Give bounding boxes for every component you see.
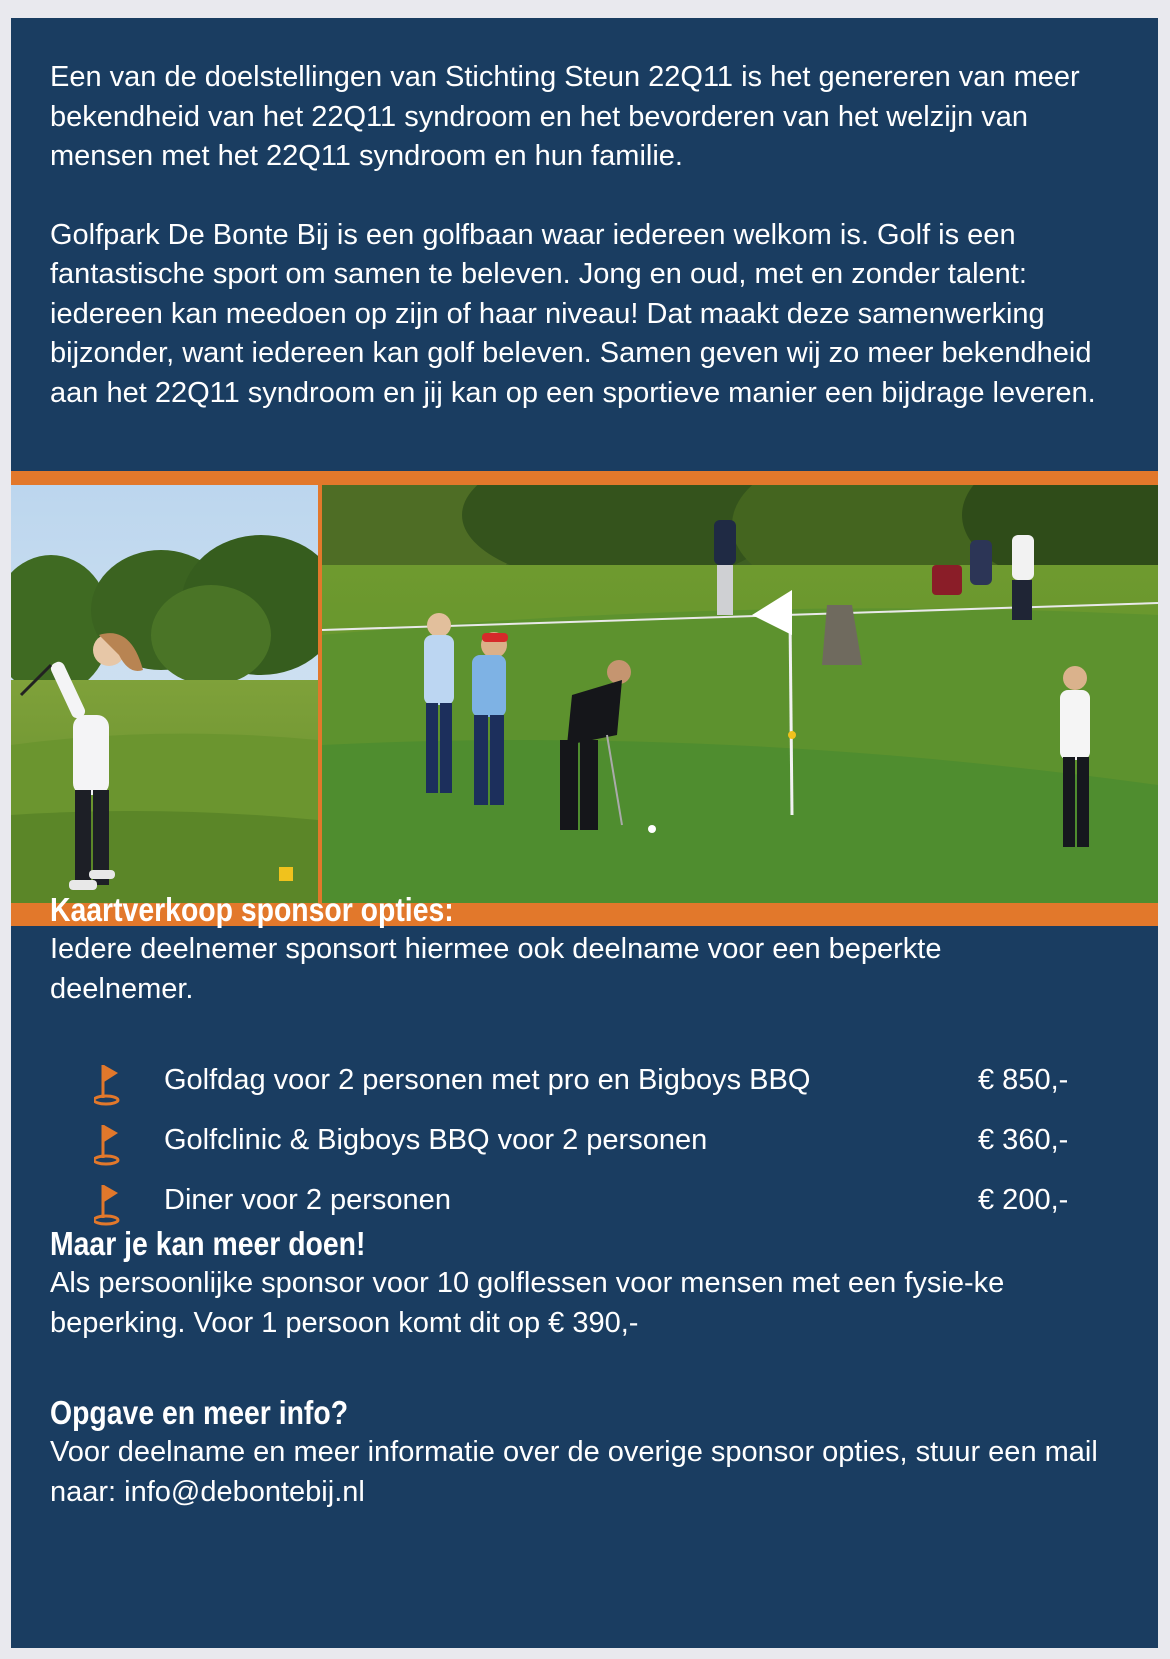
- flyer-card: [11, 18, 1158, 1648]
- intro-paragraph-2: Golfpark De Bonte Bij is een golfbaan waar iedereen welkom is. Golf is een fantastische sport om samen te beleven. Jong en oud, met en zonder talent: iedereen kan meedoen op zijn of haar niveau! Dat maakt deze samenwerking bijzonder, want iedereen kan golf beleven. Samen geven wij zo meer bekendheid aan het 22Q11 syndroom en jij kan op een sportieve manier een bijdrage leveren.: [50, 218, 1096, 409]
- golf-flag-icon: [94, 1182, 124, 1226]
- more-section: [50, 1224, 1130, 1343]
- photo-golfer-teeing-off: [11, 485, 318, 903]
- ticket-sales-heading: Kaartverkoop sponsor opties:: [50, 891, 454, 928]
- sponsor-option: [50, 1058, 1090, 1118]
- sponsor-option-label: Golfdag voor 2 personen met pro en Bigboys BBQ: [164, 1064, 811, 1096]
- signup-description: Voor deelname en meer informatie over de overige sponsor opties, stuur een mail naar: info@debontebij.nl: [50, 1436, 1098, 1508]
- more-heading: Maar je kan meer doen!: [50, 1225, 366, 1262]
- photo-putting-green: [322, 485, 1158, 903]
- golf-flag-icon: [94, 1122, 124, 1166]
- sponsor-option: [50, 1118, 1090, 1178]
- golf-flag-icon: [94, 1062, 124, 1106]
- sponsor-option-label: Diner voor 2 personen: [164, 1184, 451, 1216]
- ticket-sales-description: Iedere deelnemer sponsort hiermee ook deelname voor een beperkte deelnemer.: [50, 933, 942, 1005]
- signup-section: [50, 1393, 1130, 1512]
- intro-paragraph-1: Een van de doelstellingen van Stichting Steun 22Q11 is het genereren van meer bekendheid van het 22Q11 syndroom en het bevorderen van het welzijn van mensen met het 22Q11 syndroom en hun familie.: [50, 61, 1080, 172]
- photo-band: [11, 471, 1158, 926]
- sponsor-option-price: € 360,-: [978, 1124, 1069, 1156]
- ticket-sales-section: [50, 890, 1130, 1009]
- sponsor-option-price: € 850,-: [978, 1064, 1069, 1096]
- intro-section: [50, 58, 1110, 413]
- more-description: Als persoonlijke sponsor voor 10 golflessen voor mensen met een fysie-ke beperking. Voor 1 persoon komt dit op € 390,-: [50, 1267, 1005, 1339]
- sponsor-options-list: [50, 1058, 1090, 1238]
- sponsor-option-label: Golfclinic & Bigboys BBQ voor 2 personen: [164, 1124, 708, 1156]
- signup-heading: Opgave en meer info?: [50, 1394, 349, 1431]
- sponsor-option-price: € 200,-: [978, 1184, 1069, 1216]
